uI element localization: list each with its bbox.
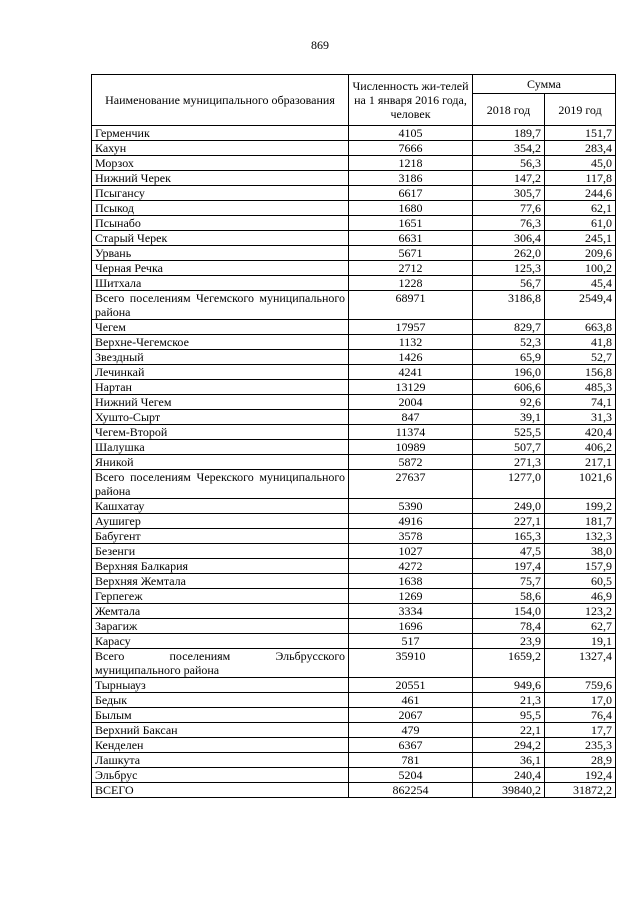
cell-2019: 181,7 (545, 514, 616, 529)
cell-population: 4916 (349, 514, 473, 529)
header-name: Наименование муниципального образования (92, 75, 349, 126)
cell-2019: 60,5 (545, 574, 616, 589)
table-row (92, 604, 616, 619)
cell-2018: 39,1 (473, 410, 545, 425)
table-row (92, 335, 616, 350)
table-row (92, 693, 616, 708)
table-row (92, 440, 616, 455)
cell-2018: 525,5 (473, 425, 545, 440)
table-row-subtotal (92, 649, 616, 678)
cell-population: 517 (349, 634, 473, 649)
cell-name: Нижний Чегем (92, 395, 349, 410)
table-row-subtotal (92, 470, 616, 499)
cell-name: Кахун (92, 141, 349, 156)
cell-name: Карасу (92, 634, 349, 649)
cell-population: 1638 (349, 574, 473, 589)
cell-2019: 132,3 (545, 529, 616, 544)
table-row (92, 216, 616, 231)
cell-population: 13129 (349, 380, 473, 395)
cell-name: Безенги (92, 544, 349, 559)
table-row (92, 156, 616, 171)
cell-2018: 75,7 (473, 574, 545, 589)
cell-population: 1696 (349, 619, 473, 634)
cell-name: Урвань (92, 246, 349, 261)
table-row (92, 514, 616, 529)
cell-2018: 305,7 (473, 186, 545, 201)
cell-2018: 76,3 (473, 216, 545, 231)
cell-population: 1218 (349, 156, 473, 171)
cell-population: 4272 (349, 559, 473, 574)
cell-population: 1426 (349, 350, 473, 365)
cell-2019: 31,3 (545, 410, 616, 425)
cell-2019: 244,6 (545, 186, 616, 201)
cell-population: 5204 (349, 768, 473, 783)
cell-2018: 507,7 (473, 440, 545, 455)
cell-2019: 45,4 (545, 276, 616, 291)
cell-2018: 271,3 (473, 455, 545, 470)
cell-2019: 209,6 (545, 246, 616, 261)
cell-2018: 197,4 (473, 559, 545, 574)
table-row (92, 634, 616, 649)
cell-population: 17957 (349, 320, 473, 335)
cell-population: 6367 (349, 738, 473, 753)
cell-2019: 74,1 (545, 395, 616, 410)
cell-population: 1651 (349, 216, 473, 231)
cell-2018: 36,1 (473, 753, 545, 768)
table-row (92, 126, 616, 141)
cell-2019: 420,4 (545, 425, 616, 440)
cell-name: Яникой (92, 455, 349, 470)
cell-2019: 46,9 (545, 589, 616, 604)
cell-population: 10989 (349, 440, 473, 455)
cell-2018: 249,0 (473, 499, 545, 514)
table-row (92, 365, 616, 380)
cell-2018: 47,5 (473, 544, 545, 559)
cell-name: Лашкута (92, 753, 349, 768)
cell-2018: 306,4 (473, 231, 545, 246)
cell-2018: 240,4 (473, 768, 545, 783)
page-number: 869 (311, 38, 329, 52)
table-row (92, 753, 616, 768)
cell-2018: 196,0 (473, 365, 545, 380)
table-row (92, 201, 616, 216)
cell-2018: 3186,8 (473, 291, 545, 320)
cell-population: 5390 (349, 499, 473, 514)
cell-name: Хушто-Сырт (92, 410, 349, 425)
cell-2019: 283,4 (545, 141, 616, 156)
cell-2018: 39840,2 (473, 783, 545, 798)
table-row (92, 768, 616, 783)
cell-name: Нартан (92, 380, 349, 395)
table-row (92, 678, 616, 693)
cell-population: 862254 (349, 783, 473, 798)
cell-population: 847 (349, 410, 473, 425)
table-row (92, 619, 616, 634)
cell-2018: 354,2 (473, 141, 545, 156)
cell-2019: 61,0 (545, 216, 616, 231)
table-body (92, 126, 616, 798)
cell-2018: 606,6 (473, 380, 545, 395)
cell-2018: 77,6 (473, 201, 545, 216)
cell-2018: 52,3 (473, 335, 545, 350)
cell-population: 3186 (349, 171, 473, 186)
cell-population: 1132 (349, 335, 473, 350)
table-row (92, 589, 616, 604)
cell-population: 27637 (349, 470, 473, 499)
cell-2019: 192,4 (545, 768, 616, 783)
cell-2018: 1659,2 (473, 649, 545, 678)
table-row (92, 574, 616, 589)
cell-name: Старый Черек (92, 231, 349, 246)
cell-2019: 156,8 (545, 365, 616, 380)
table-row (92, 276, 616, 291)
cell-2018: 949,6 (473, 678, 545, 693)
table-row (92, 141, 616, 156)
cell-name: Лечинкай (92, 365, 349, 380)
cell-2019: 17,0 (545, 693, 616, 708)
cell-population: 2004 (349, 395, 473, 410)
cell-name: Всего поселениям Чегемского муниципального района (92, 291, 349, 320)
cell-population: 2067 (349, 708, 473, 723)
cell-population: 35910 (349, 649, 473, 678)
cell-2018: 227,1 (473, 514, 545, 529)
cell-2018: 189,7 (473, 126, 545, 141)
header-2019: 2019 год (545, 94, 616, 126)
cell-2018: 23,9 (473, 634, 545, 649)
cell-name: Зарагиж (92, 619, 349, 634)
table-row (92, 186, 616, 201)
cell-2019: 76,4 (545, 708, 616, 723)
cell-2019: 1327,4 (545, 649, 616, 678)
cell-name: Всего поселениям Эльбрусского муниципального района (92, 649, 349, 678)
table-row (92, 410, 616, 425)
table-row (92, 246, 616, 261)
cell-name: Аушигер (92, 514, 349, 529)
cell-name: Бабугент (92, 529, 349, 544)
cell-2019: 406,2 (545, 440, 616, 455)
cell-2019: 199,2 (545, 499, 616, 514)
cell-population: 781 (349, 753, 473, 768)
cell-population: 479 (349, 723, 473, 738)
table-row (92, 783, 616, 798)
cell-2018: 22,1 (473, 723, 545, 738)
cell-population: 7666 (349, 141, 473, 156)
cell-name: Эльбрус (92, 768, 349, 783)
cell-2019: 217,1 (545, 455, 616, 470)
cell-name: Псынабо (92, 216, 349, 231)
table-row (92, 708, 616, 723)
cell-name: Герменчик (92, 126, 349, 141)
cell-2018: 58,6 (473, 589, 545, 604)
cell-2018: 21,3 (473, 693, 545, 708)
cell-2019: 28,9 (545, 753, 616, 768)
cell-2019: 1021,6 (545, 470, 616, 499)
cell-population: 1269 (349, 589, 473, 604)
cell-2019: 62,7 (545, 619, 616, 634)
cell-name: Чегем (92, 320, 349, 335)
cell-name: Чегем-Второй (92, 425, 349, 440)
cell-name: Псыгансу (92, 186, 349, 201)
cell-2019: 19,1 (545, 634, 616, 649)
cell-population: 461 (349, 693, 473, 708)
cell-2018: 829,7 (473, 320, 545, 335)
cell-2018: 78,4 (473, 619, 545, 634)
cell-population: 2712 (349, 261, 473, 276)
cell-population: 5872 (349, 455, 473, 470)
cell-name: Кашхатау (92, 499, 349, 514)
header-population: Численность жи-телей на 1 января 2016 года, человек (349, 75, 473, 126)
cell-2019: 2549,4 (545, 291, 616, 320)
cell-population: 1680 (349, 201, 473, 216)
cell-name: Всего поселениям Черекского муниципального района (92, 470, 349, 499)
table-row (92, 395, 616, 410)
cell-name: Морзох (92, 156, 349, 171)
cell-name: Шалушка (92, 440, 349, 455)
cell-population: 4241 (349, 365, 473, 380)
cell-name: Кенделен (92, 738, 349, 753)
cell-population: 20551 (349, 678, 473, 693)
cell-name: Верхний Баксан (92, 723, 349, 738)
cell-2019: 123,2 (545, 604, 616, 619)
cell-2019: 663,8 (545, 320, 616, 335)
header-2018: 2018 год (473, 94, 545, 126)
cell-2018: 154,0 (473, 604, 545, 619)
cell-2019: 100,2 (545, 261, 616, 276)
cell-2019: 151,7 (545, 126, 616, 141)
cell-name: Нижний Черек (92, 171, 349, 186)
cell-2019: 31872,2 (545, 783, 616, 798)
cell-name: Герпегеж (92, 589, 349, 604)
table-row (92, 499, 616, 514)
cell-name: Жемтала (92, 604, 349, 619)
cell-2018: 56,3 (473, 156, 545, 171)
cell-2019: 245,1 (545, 231, 616, 246)
table-row (92, 455, 616, 470)
cell-2019: 41,8 (545, 335, 616, 350)
cell-population: 11374 (349, 425, 473, 440)
cell-population: 3578 (349, 529, 473, 544)
cell-2019: 759,6 (545, 678, 616, 693)
cell-2019: 38,0 (545, 544, 616, 559)
table-row (92, 320, 616, 335)
budget-table (91, 74, 616, 798)
cell-2018: 95,5 (473, 708, 545, 723)
table-row (92, 738, 616, 753)
table-row (92, 171, 616, 186)
cell-name: Верхняя Балкария (92, 559, 349, 574)
cell-population: 6631 (349, 231, 473, 246)
cell-name: Бедык (92, 693, 349, 708)
table-row (92, 231, 616, 246)
cell-2019: 117,8 (545, 171, 616, 186)
cell-2018: 125,3 (473, 261, 545, 276)
cell-2018: 1277,0 (473, 470, 545, 499)
table-row (92, 529, 616, 544)
cell-name: Верхняя Жемтала (92, 574, 349, 589)
cell-name: Звездный (92, 350, 349, 365)
table-row (92, 559, 616, 574)
table-row-subtotal (92, 291, 616, 320)
cell-name: Верхне-Чегемское (92, 335, 349, 350)
table-row (92, 425, 616, 440)
cell-2018: 165,3 (473, 529, 545, 544)
cell-population: 1228 (349, 276, 473, 291)
cell-population: 3334 (349, 604, 473, 619)
cell-2019: 485,3 (545, 380, 616, 395)
cell-2019: 235,3 (545, 738, 616, 753)
table-row (92, 350, 616, 365)
cell-name: Былым (92, 708, 349, 723)
cell-2018: 92,6 (473, 395, 545, 410)
cell-2018: 147,2 (473, 171, 545, 186)
table-row (92, 261, 616, 276)
cell-name: ВСЕГО (92, 783, 349, 798)
cell-name: Тырныауз (92, 678, 349, 693)
cell-2018: 65,9 (473, 350, 545, 365)
cell-population: 4105 (349, 126, 473, 141)
cell-population: 68971 (349, 291, 473, 320)
cell-name: Псыкод (92, 201, 349, 216)
cell-name: Шитхала (92, 276, 349, 291)
cell-2018: 262,0 (473, 246, 545, 261)
header-sum: Сумма (473, 75, 616, 94)
cell-2019: 157,9 (545, 559, 616, 574)
cell-population: 5671 (349, 246, 473, 261)
cell-2019: 62,1 (545, 201, 616, 216)
cell-2019: 52,7 (545, 350, 616, 365)
cell-2018: 56,7 (473, 276, 545, 291)
cell-2018: 294,2 (473, 738, 545, 753)
cell-2019: 45,0 (545, 156, 616, 171)
table-row (92, 380, 616, 395)
cell-population: 6617 (349, 186, 473, 201)
cell-2019: 17,7 (545, 723, 616, 738)
cell-name: Черная Речка (92, 261, 349, 276)
table-row (92, 723, 616, 738)
table-row (92, 544, 616, 559)
cell-population: 1027 (349, 544, 473, 559)
